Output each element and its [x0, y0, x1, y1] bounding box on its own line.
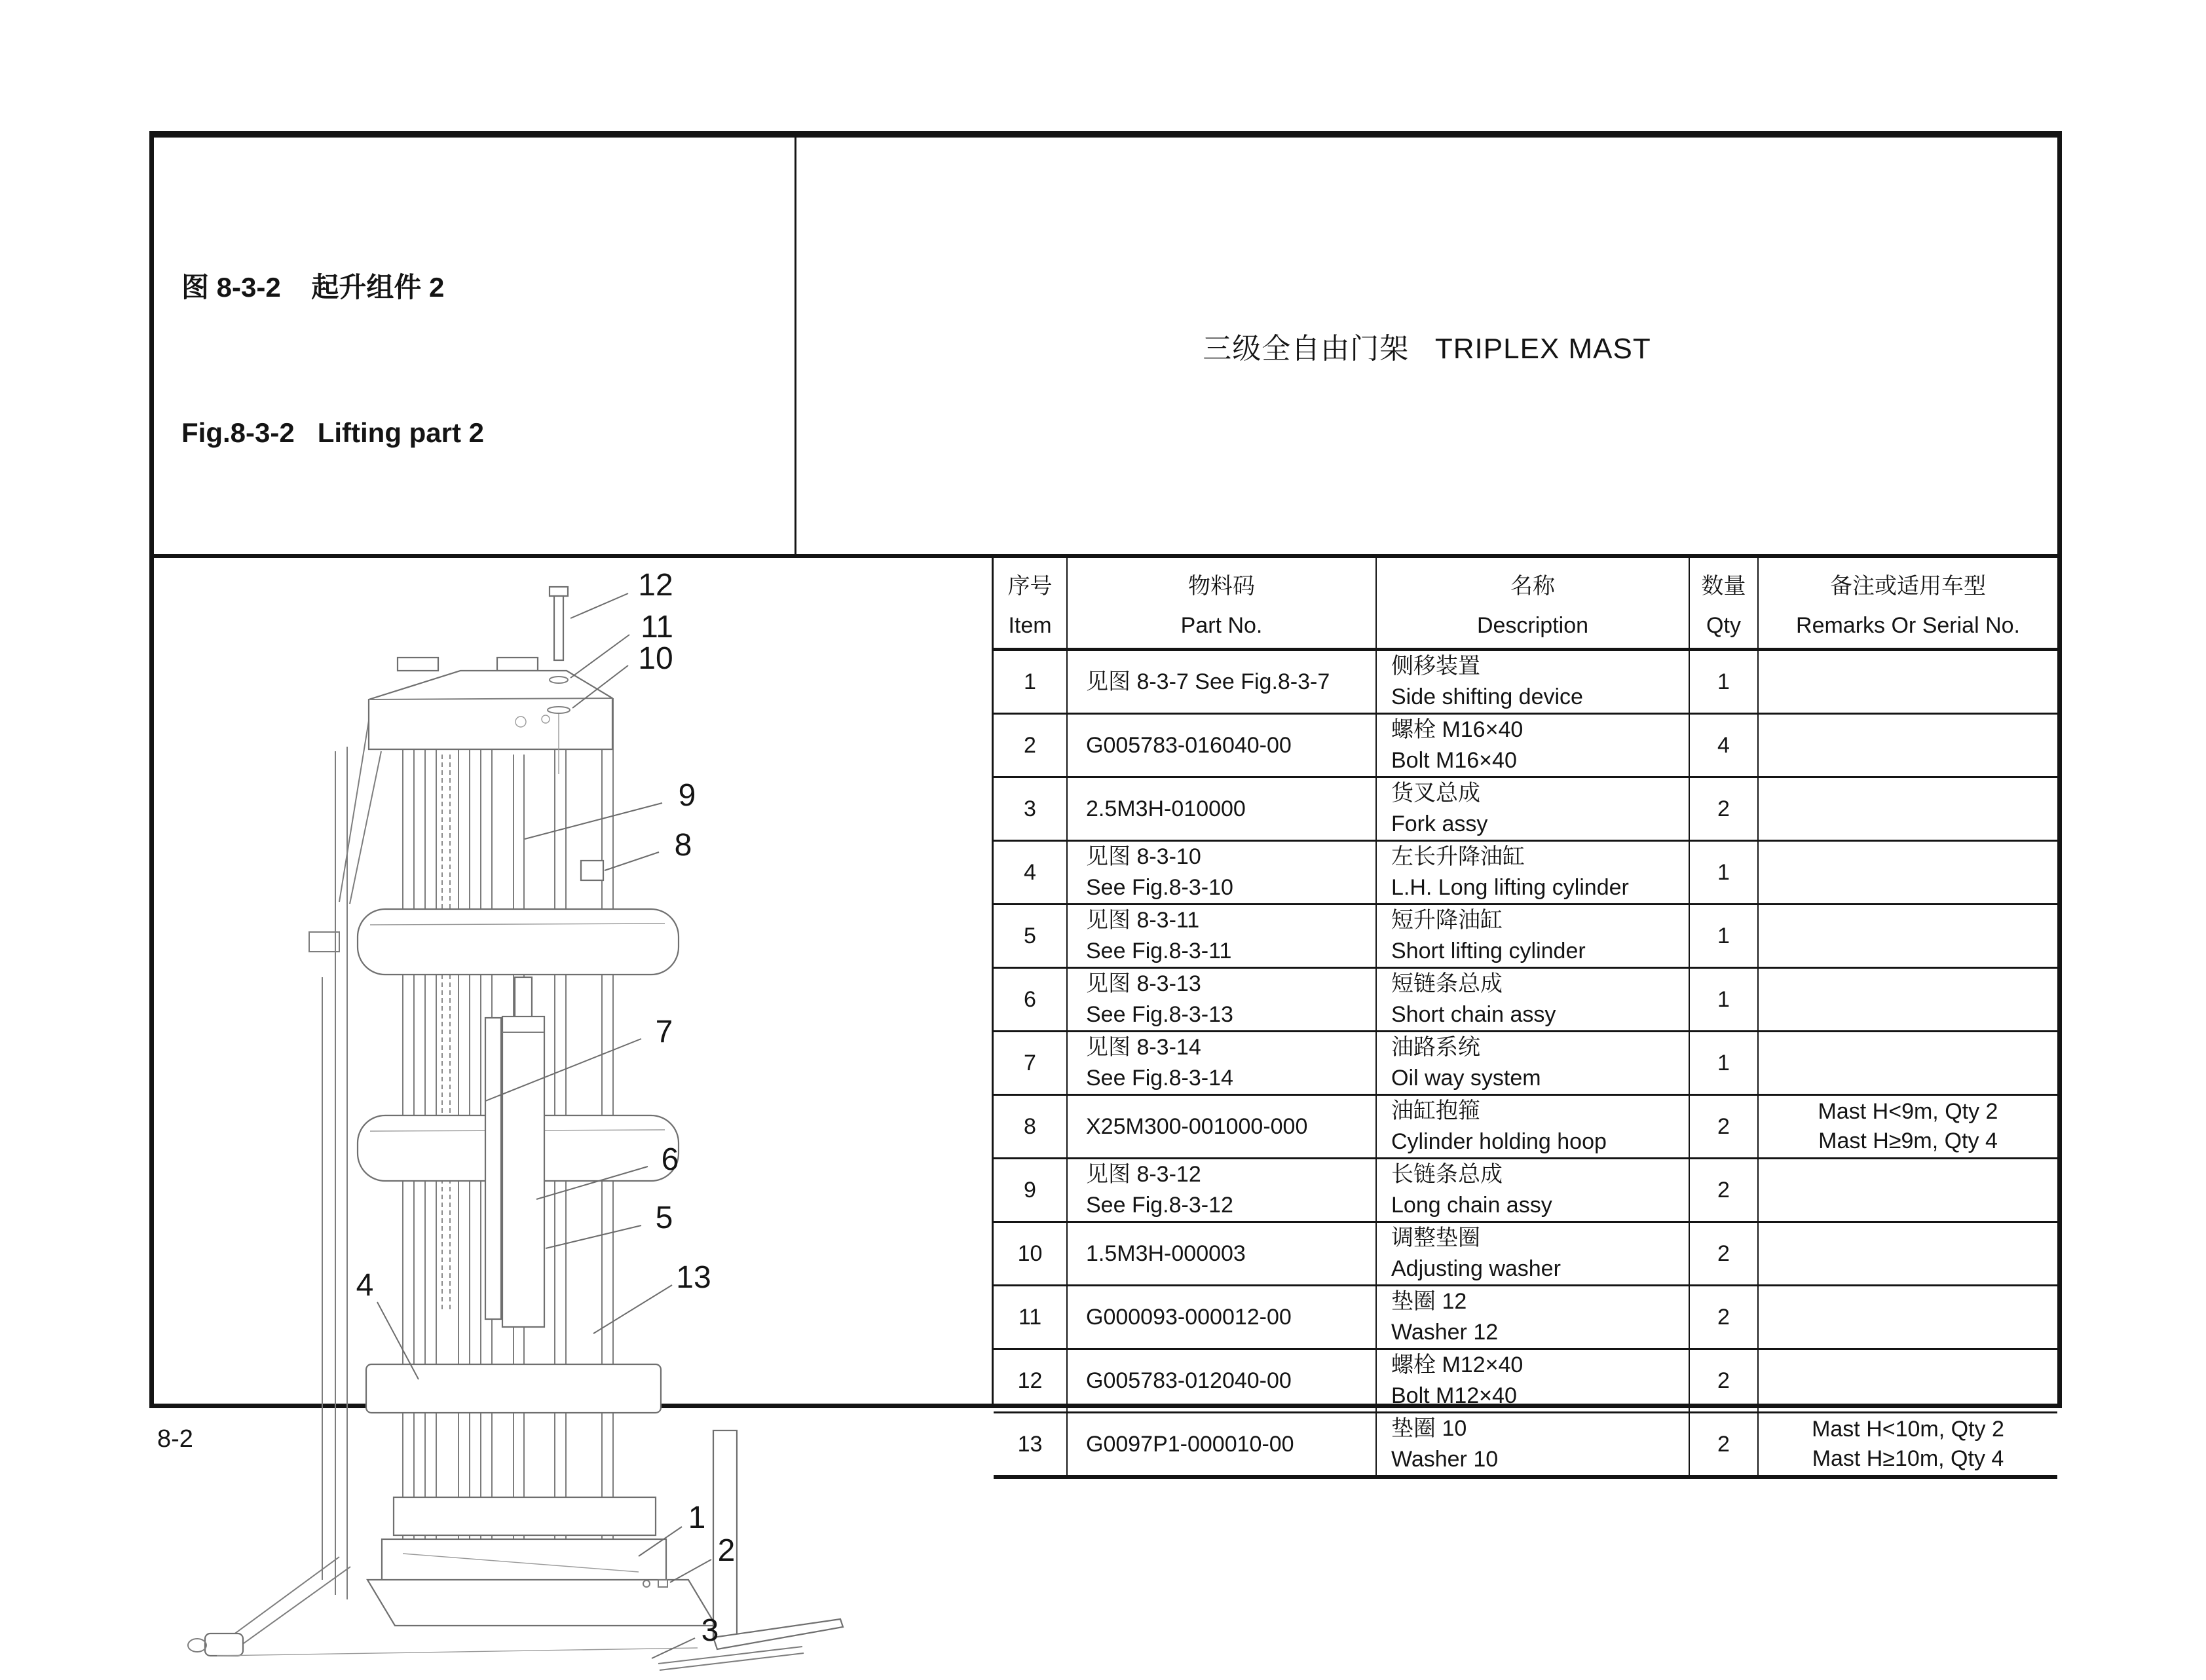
cell-description: [1377, 905, 1690, 967]
cell-remarks: [1759, 905, 2057, 967]
cell-part-no: [1068, 1223, 1377, 1284]
header-remarks-en: Remarks Or Serial No.: [1796, 612, 2020, 638]
table-row: [994, 1350, 2057, 1413]
cell-qty: 1: [1690, 905, 1759, 967]
description-en: Washer 12: [1391, 1320, 1499, 1345]
cell-item: 10: [994, 1223, 1068, 1284]
cell-remarks: [1759, 778, 2057, 840]
header-desc-en: Description: [1476, 612, 1589, 638]
header-description: [1377, 558, 1690, 648]
description-cn: 调整垫圈: [1391, 1225, 1480, 1250]
cell-qty: 4: [1690, 715, 1759, 776]
callout-leader-line: [670, 1559, 711, 1582]
part-no-line1: G005783-016040-00: [1086, 732, 1292, 758]
cell-remarks: [1759, 1223, 2057, 1284]
cell-remarks: [1759, 1159, 2057, 1221]
callout-number: 8: [674, 828, 692, 863]
cell-description: [1377, 1286, 1690, 1348]
header-part-no: [1068, 558, 1377, 648]
description-cn: 螺栓 M12×40: [1391, 1353, 1524, 1377]
parts-table: [992, 558, 2057, 1472]
cell-item: 4: [994, 842, 1068, 903]
table-row: [994, 1223, 2057, 1286]
part-no-line2: See Fig.8-3-11: [1086, 939, 1232, 963]
cell-remarks: [1759, 1032, 2057, 1094]
header-item-en: Item: [1008, 612, 1052, 638]
cell-item: 9: [994, 1159, 1068, 1221]
callout-number: 4: [356, 1268, 374, 1303]
carriage-assembly: [367, 1497, 716, 1626]
cell-remarks: [1759, 1286, 2057, 1348]
callout-number: 12: [638, 568, 673, 603]
cell-part-no: [1068, 1413, 1377, 1475]
description-en: Side shifting device: [1391, 684, 1583, 709]
mast-diagram: [154, 558, 992, 1680]
header-qty-en: Qty: [1706, 612, 1741, 638]
part-no-line2: See Fig.8-3-12: [1086, 1193, 1233, 1218]
description-cn: 货叉总成: [1391, 781, 1480, 806]
cell-description: [1377, 1096, 1690, 1157]
cell-item: 8: [994, 1096, 1068, 1157]
part-no-line1: 见图 8-3-7 See Fig.8-3-7: [1086, 669, 1330, 694]
cell-description: [1377, 969, 1690, 1030]
lift-chains: [442, 755, 450, 1311]
description-cn: 左长升降油缸: [1391, 844, 1525, 869]
cell-remarks: [1759, 1096, 2057, 1157]
figure-title-cn: 图 8-3-2 起升组件 2: [181, 272, 445, 303]
remarks-line2: Mast H≥10m, Qty 4: [1812, 1446, 2004, 1471]
table-row: [994, 1159, 2057, 1223]
callout-number: 1: [688, 1501, 706, 1535]
remarks-line1: Mast H<10m, Qty 2: [1812, 1417, 2004, 1442]
figure-title-block: [154, 138, 796, 554]
cell-item: 3: [994, 778, 1068, 840]
callout-number: 11: [641, 610, 673, 644]
cell-qty: 1: [1690, 651, 1759, 713]
cell-part-no: [1068, 1286, 1377, 1348]
cell-description: [1377, 1159, 1690, 1221]
callout-leader-line: [593, 1285, 672, 1334]
header-remarks: [1759, 558, 2057, 648]
cell-qty: 2: [1690, 1096, 1759, 1157]
cell-remarks: [1759, 969, 2057, 1030]
header-item: [994, 558, 1068, 648]
description-en: Oil way system: [1391, 1066, 1541, 1091]
callout-number: 6: [661, 1142, 679, 1177]
callout-number: 10: [638, 641, 673, 676]
part-no-line1: G0097P1-000010-00: [1086, 1431, 1294, 1457]
header-desc-cn: 名称: [1510, 573, 1555, 599]
cell-qty: 1: [1690, 1032, 1759, 1094]
cell-description: [1377, 1032, 1690, 1094]
callout-number: 9: [678, 778, 696, 813]
cell-description: [1377, 1413, 1690, 1475]
cell-item: 2: [994, 715, 1068, 776]
cell-part-no: [1068, 651, 1377, 713]
cell-qty: 2: [1690, 1223, 1759, 1284]
callout-number: 7: [655, 1015, 673, 1049]
cell-description: [1377, 842, 1690, 903]
header-item-cn: 序号: [1007, 573, 1053, 599]
description-cn: 油路系统: [1391, 1035, 1480, 1060]
cell-remarks: [1759, 1413, 2057, 1475]
callout-leader-line: [525, 803, 662, 839]
cell-qty: 2: [1690, 1286, 1759, 1348]
callout-leader-line: [546, 1225, 641, 1248]
cell-part-no: [1068, 1159, 1377, 1221]
description-en: Fork assy: [1391, 812, 1488, 836]
stabilizer-arm: [188, 1557, 350, 1656]
remarks-line2: Mast H≥9m, Qty 4: [1818, 1129, 1998, 1153]
table-header-row: [994, 558, 2057, 651]
part-no-line1: G005783-012040-00: [1086, 1368, 1292, 1393]
table-row: [994, 1096, 2057, 1159]
cell-item: 11: [994, 1286, 1068, 1348]
part-no-line1: G000093-000012-00: [1086, 1304, 1292, 1330]
part-no-line2: See Fig.8-3-10: [1086, 875, 1233, 900]
table-body: [994, 651, 2057, 1479]
table-row-empty: [994, 1477, 2057, 1479]
cell-remarks: [1759, 1350, 2057, 1411]
header-part-cn: 物料码: [1188, 573, 1255, 599]
header-part-en: Part No.: [1180, 612, 1263, 638]
part-no-line1: X25M300-001000-000: [1086, 1113, 1308, 1139]
description-cn: 长链条总成: [1391, 1162, 1503, 1187]
mast-head-assembly: [369, 658, 612, 749]
figure-title-en: Fig.8-3-2 Lifting part 2: [181, 417, 485, 448]
description-cn: 短升降油缸: [1391, 908, 1503, 933]
part-no-line1: 见图 8-3-14: [1086, 1035, 1201, 1060]
cell-qty: 2: [1690, 1350, 1759, 1411]
cell-qty: 1: [1690, 969, 1759, 1030]
cell-description: [1377, 651, 1690, 713]
description-cn: 螺栓 M16×40: [1391, 717, 1524, 742]
table-row: [994, 1413, 2057, 1477]
cell-part-no: [1068, 842, 1377, 903]
part-no-line1: 2.5M3H-010000: [1086, 796, 1246, 821]
header-remarks-cn: 备注或适用车型: [1830, 573, 1986, 599]
table-row: [994, 1032, 2057, 1096]
table-row: [994, 1286, 2057, 1350]
mast-title: 三级全自由门架 TRIPLEX MAST: [1203, 333, 1651, 365]
table-row: [994, 842, 2057, 905]
cell-part-no: [1068, 1096, 1377, 1157]
description-en: Cylinder holding hoop: [1391, 1129, 1607, 1154]
description-en: L.H. Long lifting cylinder: [1391, 875, 1629, 900]
part-no-line1: 见图 8-3-12: [1086, 1162, 1201, 1187]
part-no-line1: 见图 8-3-11: [1086, 908, 1200, 933]
callout-number: 2: [717, 1533, 736, 1568]
cell-part-no: [1068, 1350, 1377, 1411]
remarks-line1: Mast H<9m, Qty 2: [1818, 1099, 1998, 1124]
cell-qty: 2: [1690, 778, 1759, 840]
callout-number: 13: [676, 1260, 711, 1295]
cell-part-no: [1068, 905, 1377, 967]
table-row: [994, 969, 2057, 1032]
cell-item: 1: [994, 651, 1068, 713]
cell-qty: 2: [1690, 1413, 1759, 1475]
cell-item: 13: [994, 1413, 1068, 1475]
cell-part-no: [1068, 1032, 1377, 1094]
description-en: Long chain assy: [1391, 1193, 1552, 1218]
cell-description: [1377, 1350, 1690, 1411]
description-en: Washer 10: [1391, 1447, 1499, 1472]
description-cn: 短链条总成: [1391, 971, 1503, 996]
cell-qty: 2: [1690, 1159, 1759, 1221]
table-row: [994, 651, 2057, 715]
cell-part-no: [1068, 715, 1377, 776]
description-cn: 侧移装置: [1391, 654, 1480, 679]
description-cn: 垫圈 10: [1391, 1416, 1467, 1441]
cylinder-holding-hoop: [581, 861, 603, 880]
page-header: [154, 138, 2057, 558]
part-no-line1: 见图 8-3-10: [1086, 844, 1201, 869]
cell-description: [1377, 1223, 1690, 1284]
description-cn: 油缸抱箍: [1391, 1098, 1480, 1123]
cell-part-no: [1068, 778, 1377, 840]
cell-qty: 1: [1690, 842, 1759, 903]
callout-number: 3: [701, 1613, 719, 1648]
cell-item: 12: [994, 1350, 1068, 1411]
callout-leader-line: [570, 593, 628, 618]
part-no-line1: 见图 8-3-13: [1086, 971, 1201, 996]
cell-description: [1377, 715, 1690, 776]
part-no-line2: See Fig.8-3-13: [1086, 1002, 1233, 1027]
table-row: [994, 715, 2057, 778]
cell-item: 6: [994, 969, 1068, 1030]
cell-part-no: [1068, 969, 1377, 1030]
table-row: [994, 778, 2057, 842]
cell-remarks: [1759, 842, 2057, 903]
cell-remarks: [1759, 651, 2057, 713]
cell-description: [1377, 778, 1690, 840]
cell-remarks: [1759, 715, 2057, 776]
callout-number: 5: [655, 1201, 673, 1235]
page-number: 8-2: [157, 1425, 193, 1453]
description-en: Short lifting cylinder: [1391, 939, 1586, 963]
description-en: Short chain assy: [1391, 1002, 1556, 1027]
part-no-line1: 1.5M3H-000003: [1086, 1241, 1246, 1266]
description-cn: 垫圈 12: [1391, 1289, 1467, 1314]
table-row: [994, 905, 2057, 969]
cell-item: 7: [994, 1032, 1068, 1094]
lift-cylinders: [485, 977, 544, 1327]
description-en: Adjusting washer: [1391, 1256, 1561, 1281]
header-qty: [1690, 558, 1759, 648]
cell-item: 5: [994, 905, 1068, 967]
description-en: Bolt M16×40: [1391, 748, 1517, 773]
description-en: Bolt M12×40: [1391, 1383, 1517, 1408]
part-no-line2: See Fig.8-3-14: [1086, 1066, 1233, 1091]
header-qty-cn: 数量: [1701, 573, 1746, 599]
